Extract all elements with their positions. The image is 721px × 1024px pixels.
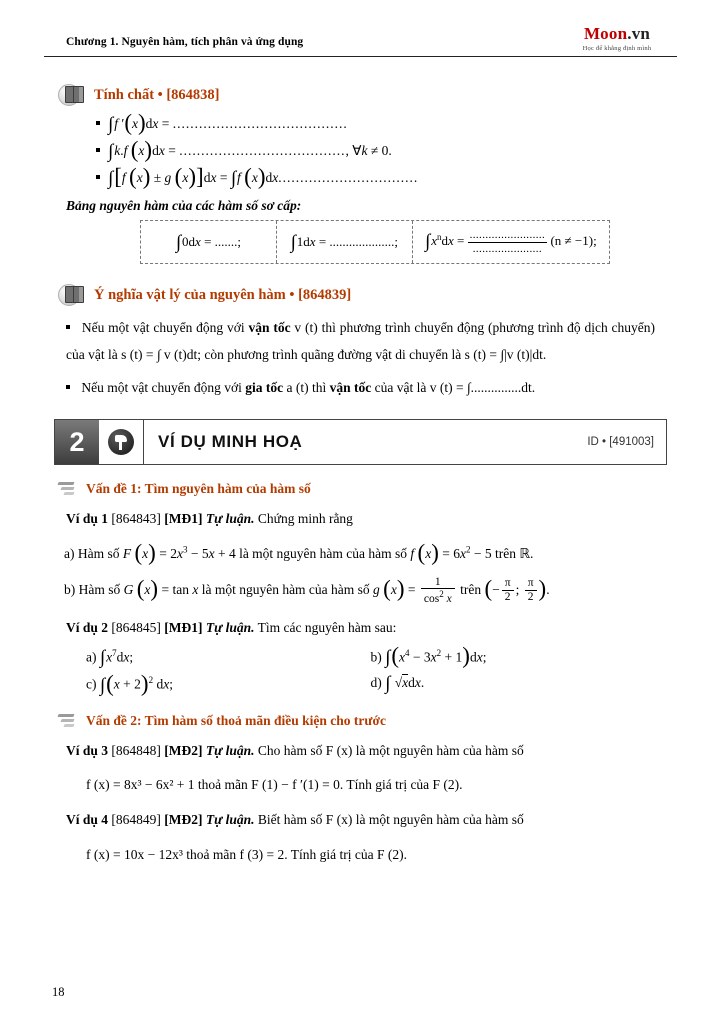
- brand-name: Moon: [583, 24, 628, 43]
- example-1-item-b: b) Hàm số G (x) = tan x là một nguyên hàm của hàm số g (x) = $\frac{1}{\cos^2 x}$ trên (− $\frac{\pi}{2}$ ; $\frac{\pi}{2}$ ).: [64, 575, 550, 606]
- banner-id: ID • [491003]: [587, 436, 654, 449]
- example-text: Biết hàm số F (x) là một nguyên hàm của hàm số: [254, 812, 524, 827]
- example-4-header: [66, 807, 655, 833]
- meaning-p2-post: của vật là v (t) = ∫...............dt.: [371, 379, 536, 395]
- fraction-one-over-cos2x: [421, 576, 455, 607]
- list-item: ∫k.f (x)dx = ......................................, ∀k ≠ 0.: [96, 143, 677, 159]
- bullet-square: [96, 121, 100, 125]
- banner-number: 2: [55, 420, 99, 464]
- example-level: [MĐ1]: [164, 511, 203, 527]
- example-level: [MĐ2]: [164, 812, 203, 827]
- fraction-numerator: 1: [421, 576, 455, 590]
- section-meaning-title: Ý nghĩa vật lý của nguyên hàm • [864839]: [94, 286, 352, 303]
- example-1-header: [66, 506, 655, 532]
- chapter-title: Chương 1. Nguyên hàm, tích phân và ứng dụng: [66, 36, 304, 48]
- properties-list: [44, 110, 677, 189]
- issue-2-heading: [58, 713, 677, 729]
- list-item: c) $\int(x + 2)^2$ dx;: [86, 670, 173, 696]
- meaning-p2-bold1: gia tốc: [245, 379, 284, 395]
- fraction-denominator: $\cos^2 x$: [423, 589, 452, 606]
- meaning-p2-bold2: vận tốc: [329, 379, 372, 395]
- issue-1-heading: [58, 481, 677, 497]
- example-type: Tự luận.: [205, 742, 255, 758]
- example-type: Tự luận.: [205, 620, 255, 636]
- example-label: Ví dụ 1: [66, 511, 109, 527]
- bullet-square: [96, 148, 100, 152]
- list-item: d) ∫ √xdx.: [370, 673, 425, 695]
- header-divider: [44, 56, 677, 57]
- example-label: Ví dụ 4: [66, 812, 109, 827]
- example-text: Cho hàm số F (x) là một nguyên hàm của hàm số: [254, 742, 524, 758]
- brand-logo: [557, 24, 677, 52]
- meaning-p2-pre: Nếu một vật chuyển động với: [81, 379, 246, 395]
- example-code: [864848]: [111, 742, 161, 758]
- issue-2-title: Vấn đề 2: Tìm hàm số thoả mãn điều kiện cho trước: [86, 712, 386, 728]
- example-type: Tự luận.: [205, 511, 255, 527]
- table-cell: ∫1dx = ....................;: [277, 221, 413, 263]
- brand-tagline: Học để khẳng định mình: [582, 45, 652, 52]
- example-code: [864849]: [111, 812, 161, 827]
- book-icon: [58, 282, 88, 308]
- example-level: [MĐ2]: [164, 742, 203, 758]
- issue-1-title: Vấn đề 1: Tìm nguyên hàm của hàm số: [86, 481, 311, 497]
- page-number: 18: [52, 985, 65, 999]
- table-cell-tail: (n ≠ −1);: [550, 233, 597, 249]
- page-header: [44, 24, 677, 68]
- example-2-items-row1: [86, 643, 655, 669]
- example-4-line2: f (x) = 10x − 12x³ thoả mãn f (3) = 2. Tính giá trị của F (2).: [86, 846, 407, 862]
- section-properties-title: Tính chất • [864838]: [94, 86, 220, 103]
- banner-title: VÍ DỤ MINH HOẠ: [158, 432, 303, 452]
- meaning-p1-pre: Nếu một vật chuyển động với: [81, 320, 249, 336]
- list-item: ∫f ′(x)dx = ........................................: [96, 116, 677, 132]
- section-meaning-heading: [58, 282, 677, 308]
- example-2-items-row2: [86, 670, 655, 696]
- bullet-square: [96, 175, 100, 179]
- example-1-item-a: a) Hàm số F $(x) = 2x^3 - 5x + 4$ là một nguyên hàm của hàm số f $(x) = 6x^2 - 5$ trên ℝ.: [64, 539, 534, 565]
- example-2-header: [66, 615, 655, 641]
- example-type: Tự luận.: [205, 812, 255, 827]
- bullet-square: [66, 325, 70, 329]
- meaning-p1-post: v (t) thì phương trình chuyển động (phương trình độ dịch chuyển) của vật là s (t) = ∫ v (t)dt; còn phương trình quãng đường vật di chuyển là s (t) = ∫|v (t)|dt.: [66, 320, 656, 362]
- meaning-p2-mid: a (t) thì: [283, 379, 330, 395]
- meaning-paragraph-2: [66, 375, 655, 401]
- book-icon: [58, 82, 88, 108]
- example-level: [MĐ1]: [164, 620, 203, 636]
- primitive-table: [140, 220, 610, 264]
- section-banner: [54, 419, 667, 465]
- fraction-pi-over-2: $\frac{\pi}{2}$: [502, 577, 514, 604]
- example-code: [864845]: [111, 620, 161, 636]
- fraction-numerator: ........................: [469, 229, 546, 241]
- fraction-blank: [468, 229, 548, 255]
- list-item: ∫[f (x) ± g (x)]dx = ∫f (x)dx................................: [96, 170, 677, 186]
- list-item: a) $\int x^7dx$;: [86, 647, 134, 669]
- table-cell: $\int x^ndx$ = $\frac{........................}{......................}$ (n ≠ −1);: [424, 229, 597, 255]
- fraction-denominator: ......................: [472, 242, 543, 255]
- brand-tld: .vn: [627, 24, 651, 43]
- example-text: Tìm các nguyên hàm sau:: [254, 620, 397, 636]
- table-cell: ∫0dx = .......;: [141, 221, 277, 263]
- stripes-icon: [58, 481, 80, 497]
- meaning-p1-bold: vận tốc: [248, 320, 291, 336]
- example-code: [864843]: [111, 511, 161, 527]
- example-3-line2: f (x) = 8x³ − 6x² + 1 thoả mãn F (1) − f ′(1) = 0. Tính giá trị của F (2).: [86, 777, 463, 793]
- table-heading: Bảng nguyên hàm của các hàm số sơ cấp:: [66, 198, 302, 213]
- example-label: Ví dụ 2: [66, 620, 109, 636]
- fraction-pi-over-2b: $\frac{\pi}{2}$: [525, 577, 537, 604]
- example-text: Chứng minh rằng: [254, 511, 353, 527]
- list-item: b) $\int(x^4 - 3x^2 + 1)dx$;: [370, 643, 487, 669]
- section-properties-heading: [58, 82, 677, 108]
- example-label: Ví dụ 3: [66, 742, 109, 758]
- banner-icon: [99, 420, 144, 464]
- meaning-paragraph-1: [66, 315, 655, 368]
- example-3-header: [66, 738, 655, 764]
- bullet-square: [66, 385, 70, 389]
- stripes-icon: [58, 713, 80, 729]
